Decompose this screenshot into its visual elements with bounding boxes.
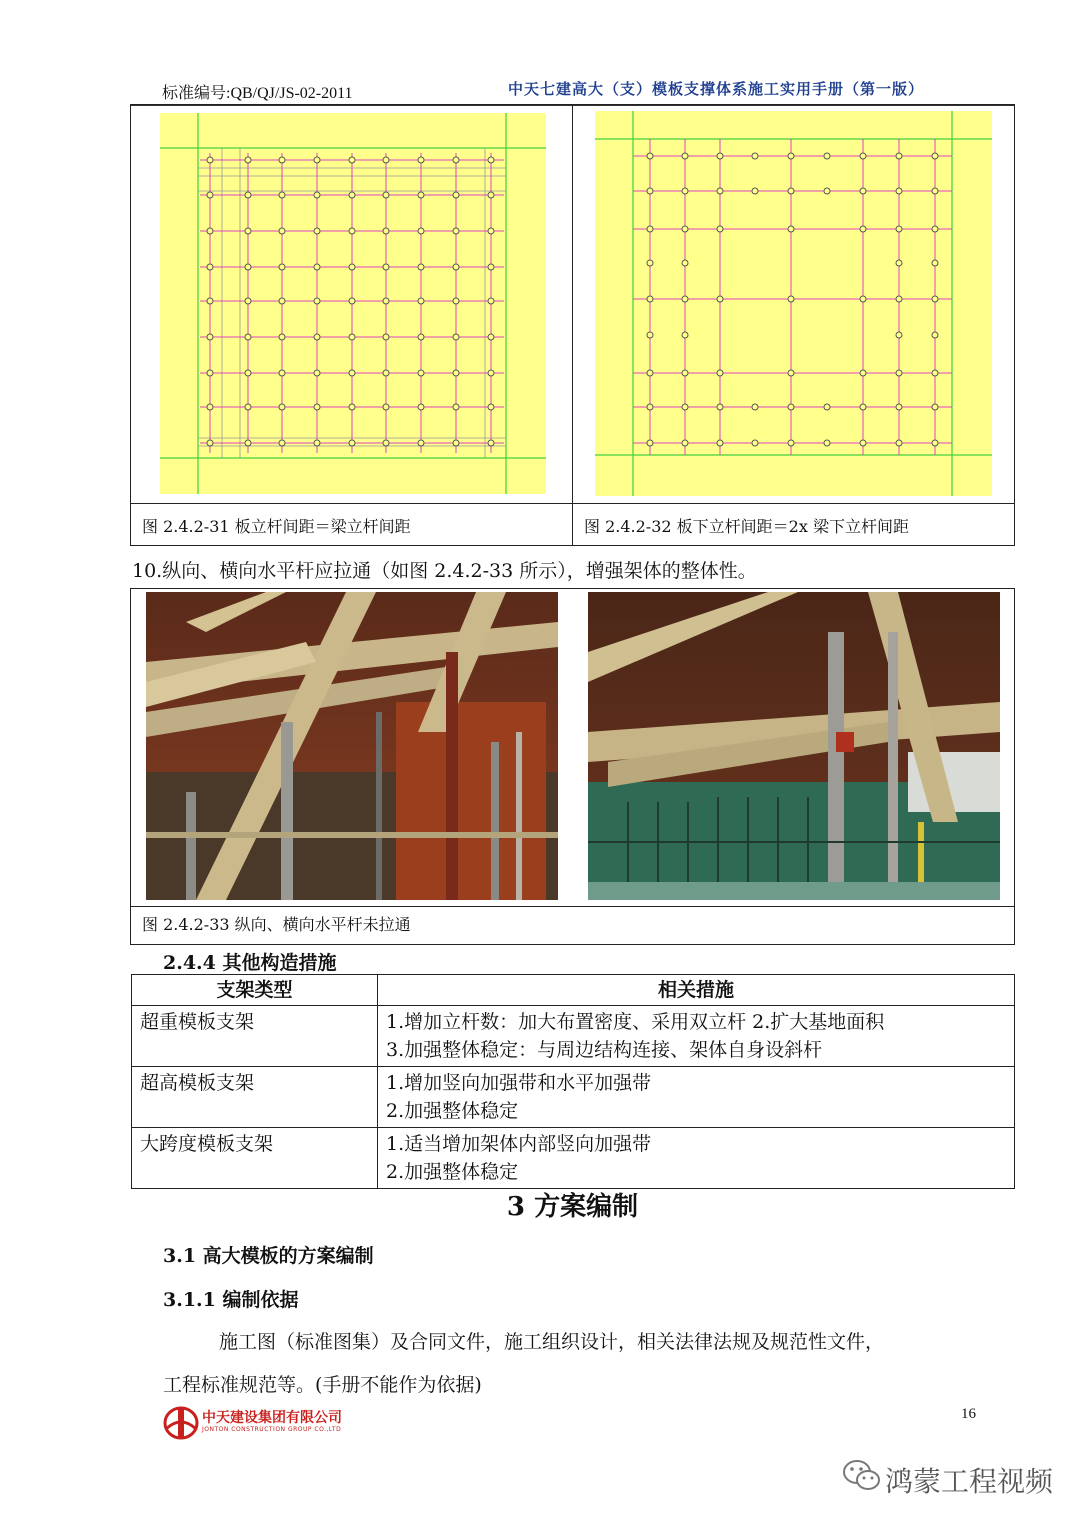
pole-marker: [896, 260, 902, 266]
support-type-cell: 超重模板支架: [132, 1006, 378, 1067]
pole-marker: [279, 370, 285, 376]
pole-marker: [788, 188, 794, 194]
pole-marker: [488, 264, 494, 270]
pole-marker: [349, 370, 355, 376]
pole-marker: [245, 192, 251, 198]
pole-marker: [896, 153, 902, 159]
pole-marker: [383, 298, 389, 304]
measure-line: 1.适当增加架体内部竖向加强带: [386, 1133, 652, 1155]
pole-marker: [245, 404, 251, 410]
pole-marker: [752, 188, 758, 194]
pole-marker: [717, 404, 723, 410]
pole-marker: [279, 334, 285, 340]
pole-marker: [647, 404, 653, 410]
pole-marker: [824, 404, 830, 410]
pole-marker: [207, 440, 213, 446]
pole-marker: [207, 334, 213, 340]
pole-marker: [245, 440, 251, 446]
pole-marker: [860, 404, 866, 410]
pole-marker: [383, 157, 389, 163]
pole-marker: [932, 296, 938, 302]
pole-marker: [349, 298, 355, 304]
pole-marker: [245, 370, 251, 376]
header-measures: 相关措施: [378, 975, 1015, 1006]
company-logo-icon: [163, 1406, 199, 1440]
measure-line: 1.增加竖向加强带和水平加强带: [386, 1072, 652, 1094]
wechat-icon: [842, 1458, 882, 1494]
pole-marker: [207, 192, 213, 198]
pole-marker: [418, 334, 424, 340]
pole-marker: [896, 332, 902, 338]
pole-marker: [488, 334, 494, 340]
pole-marker: [383, 370, 389, 376]
pole-marker: [932, 260, 938, 266]
pole-marker: [488, 440, 494, 446]
construction-measures-table: [131, 974, 1015, 1189]
pole-marker: [418, 298, 424, 304]
watermark-text: 鸿蒙工程视频: [885, 1465, 1054, 1498]
pole-marker: [383, 334, 389, 340]
pole-marker: [682, 440, 688, 446]
pole-marker: [207, 157, 213, 163]
pole-marker: [349, 264, 355, 270]
pole-marker: [682, 226, 688, 232]
pole-marker: [279, 440, 285, 446]
table-row: [132, 1006, 1015, 1067]
pole-marker: [860, 226, 866, 232]
basis-paragraph-line-2: 工程标准规范等。(手册不能作为依据): [163, 1374, 482, 1396]
pole-marker: [682, 260, 688, 266]
pole-marker: [788, 440, 794, 446]
pole-marker: [788, 226, 794, 232]
pole-marker: [279, 192, 285, 198]
pole-marker: [488, 298, 494, 304]
item-10-text: 10.纵向、横向水平杆应拉通（如图 2.4.2-33 所示），增强架体的整体性。: [132, 560, 757, 582]
pole-marker: [349, 334, 355, 340]
pole-marker: [647, 370, 653, 376]
pole-marker: [383, 440, 389, 446]
pole-marker: [647, 226, 653, 232]
pole-marker: [349, 228, 355, 234]
pole-marker: [932, 332, 938, 338]
pole-marker: [207, 370, 213, 376]
table-row: [132, 1128, 1015, 1189]
photo-caption-divider: [130, 906, 1015, 907]
pole-marker: [717, 370, 723, 376]
pole-marker: [717, 188, 723, 194]
pole-marker: [383, 228, 389, 234]
pole-marker: [383, 404, 389, 410]
chapter-3-heading: 3 方案编制: [506, 1192, 639, 1222]
pole-marker: [647, 296, 653, 302]
measure-line: 2.加强整体稳定: [386, 1100, 519, 1122]
pole-marker: [207, 404, 213, 410]
pole-marker: [245, 334, 251, 340]
company-name-en: JONTON CONSTRUCTION GROUP CO.,LTD: [202, 1426, 342, 1433]
section-3-1-1-heading: 3.1.1 编制依据: [163, 1289, 299, 1311]
pole-marker: [488, 192, 494, 198]
pole-marker: [717, 440, 723, 446]
measure-line: 3.加强整体稳定：与周边结构连接、架体自身设斜杆: [386, 1039, 823, 1061]
pole-marker: [245, 264, 251, 270]
pole-marker: [314, 192, 320, 198]
pole-marker: [488, 370, 494, 376]
pole-marker: [896, 226, 902, 232]
pole-marker: [314, 264, 320, 270]
pole-marker: [896, 296, 902, 302]
pole-marker: [488, 157, 494, 163]
pole-marker: [453, 192, 459, 198]
pole-marker: [418, 192, 424, 198]
pole-marker: [682, 370, 688, 376]
doc-standard-number: 标准编号:QB/QJ/JS-02-2011: [162, 85, 353, 102]
basis-paragraph-line-1: 施工图（标准图集）及合同文件，施工组织设计，相关法律法规及规范性文件，: [219, 1331, 885, 1353]
section-2-4-4-heading: 2.4.4 其他构造措施: [163, 952, 337, 974]
pole-marker: [279, 228, 285, 234]
pole-marker: [245, 157, 251, 163]
pole-marker: [824, 188, 830, 194]
pole-marker: [860, 188, 866, 194]
pole-marker: [383, 264, 389, 270]
pole-marker: [717, 153, 723, 159]
measure-line: 2.加强整体稳定: [386, 1161, 519, 1183]
pole-marker: [647, 260, 653, 266]
pole-marker: [896, 404, 902, 410]
pole-marker: [453, 404, 459, 410]
pole-marker: [245, 228, 251, 234]
pole-marker: [453, 298, 459, 304]
support-type-cell: 超高模板支架: [132, 1067, 378, 1128]
pole-marker: [349, 157, 355, 163]
pole-marker: [314, 157, 320, 163]
pole-marker: [932, 226, 938, 232]
pole-marker: [752, 404, 758, 410]
pole-marker: [207, 264, 213, 270]
pole-marker: [896, 188, 902, 194]
pole-marker: [245, 298, 251, 304]
pole-marker: [788, 404, 794, 410]
pole-marker: [279, 298, 285, 304]
pole-marker: [349, 192, 355, 198]
top-figures-divider-v: [572, 104, 573, 546]
pole-marker: [349, 404, 355, 410]
measures-cell: [378, 1006, 1015, 1067]
page-number: 16: [961, 1406, 976, 1422]
pole-marker: [314, 298, 320, 304]
support-type-cell: 大跨度模板支架: [132, 1128, 378, 1189]
pole-marker: [488, 404, 494, 410]
pole-marker: [647, 332, 653, 338]
pole-marker: [314, 440, 320, 446]
pole-marker: [418, 264, 424, 270]
pole-marker: [932, 188, 938, 194]
figure-caption-31: 图 2.4.2-31 板立杆间距＝梁立杆间距: [142, 517, 411, 536]
figure-caption-33: 图 2.4.2-33 纵向、横向水平杆未拉通: [142, 915, 411, 934]
pole-marker: [207, 298, 213, 304]
pole-marker: [453, 228, 459, 234]
site-photo-right: [588, 592, 1000, 900]
pole-marker: [418, 440, 424, 446]
pole-marker: [647, 153, 653, 159]
pole-marker: [453, 370, 459, 376]
pole-marker: [682, 296, 688, 302]
pole-marker: [860, 296, 866, 302]
measures-cell: [378, 1067, 1015, 1128]
company-name-cn: 中天建设集团有限公司: [202, 1410, 342, 1426]
pole-marker: [932, 153, 938, 159]
pole-marker: [418, 157, 424, 163]
pole-marker: [279, 404, 285, 410]
figure-caption-32: 图 2.4.2-32 板下立杆间距＝2x 梁下立杆间距: [584, 517, 909, 536]
pole-marker: [717, 226, 723, 232]
plan-drawing-double-spacing: [595, 111, 992, 496]
pole-marker: [682, 153, 688, 159]
pole-marker: [488, 228, 494, 234]
pole-marker: [453, 157, 459, 163]
pole-marker: [860, 370, 866, 376]
pole-marker: [824, 440, 830, 446]
table-header-row: [132, 975, 1015, 1006]
pole-marker: [717, 296, 723, 302]
measure-line: 1.增加立杆数：加大布置密度、采用双立杆 2.扩大基地面积: [386, 1011, 885, 1033]
pole-marker: [682, 332, 688, 338]
pole-marker: [824, 153, 830, 159]
pole-marker: [279, 264, 285, 270]
pole-marker: [418, 228, 424, 234]
pole-marker: [418, 370, 424, 376]
pole-marker: [860, 153, 866, 159]
header-support-type: 支架类型: [132, 975, 378, 1006]
pole-marker: [453, 440, 459, 446]
pole-marker: [207, 228, 213, 234]
pole-marker: [896, 440, 902, 446]
doc-manual-title: 中天七建高大（支）模板支撑体系施工实用手册（第一版）: [508, 80, 925, 98]
pole-marker: [682, 188, 688, 194]
pole-marker: [314, 370, 320, 376]
table-row: [132, 1067, 1015, 1128]
pole-marker: [314, 404, 320, 410]
pole-marker: [932, 370, 938, 376]
pole-marker: [682, 404, 688, 410]
pole-marker: [788, 153, 794, 159]
pole-marker: [752, 440, 758, 446]
pole-marker: [647, 440, 653, 446]
pole-marker: [647, 188, 653, 194]
pole-marker: [860, 440, 866, 446]
top-figures-divider-h: [130, 503, 1015, 504]
pole-marker: [453, 334, 459, 340]
pole-marker: [314, 228, 320, 234]
pole-marker: [314, 334, 320, 340]
pole-marker: [932, 404, 938, 410]
measures-cell: [378, 1128, 1015, 1189]
pole-marker: [418, 404, 424, 410]
pole-marker: [383, 192, 389, 198]
pole-marker: [752, 153, 758, 159]
site-photo-left: [146, 592, 558, 900]
pole-marker: [896, 370, 902, 376]
pole-marker: [279, 157, 285, 163]
pole-marker: [932, 440, 938, 446]
pole-marker: [788, 370, 794, 376]
section-3-1-heading: 3.1 高大模板的方案编制: [163, 1245, 374, 1267]
plan-drawing-equal-spacing: [160, 113, 546, 494]
pole-marker: [453, 264, 459, 270]
pole-marker: [349, 440, 355, 446]
pole-marker: [788, 296, 794, 302]
